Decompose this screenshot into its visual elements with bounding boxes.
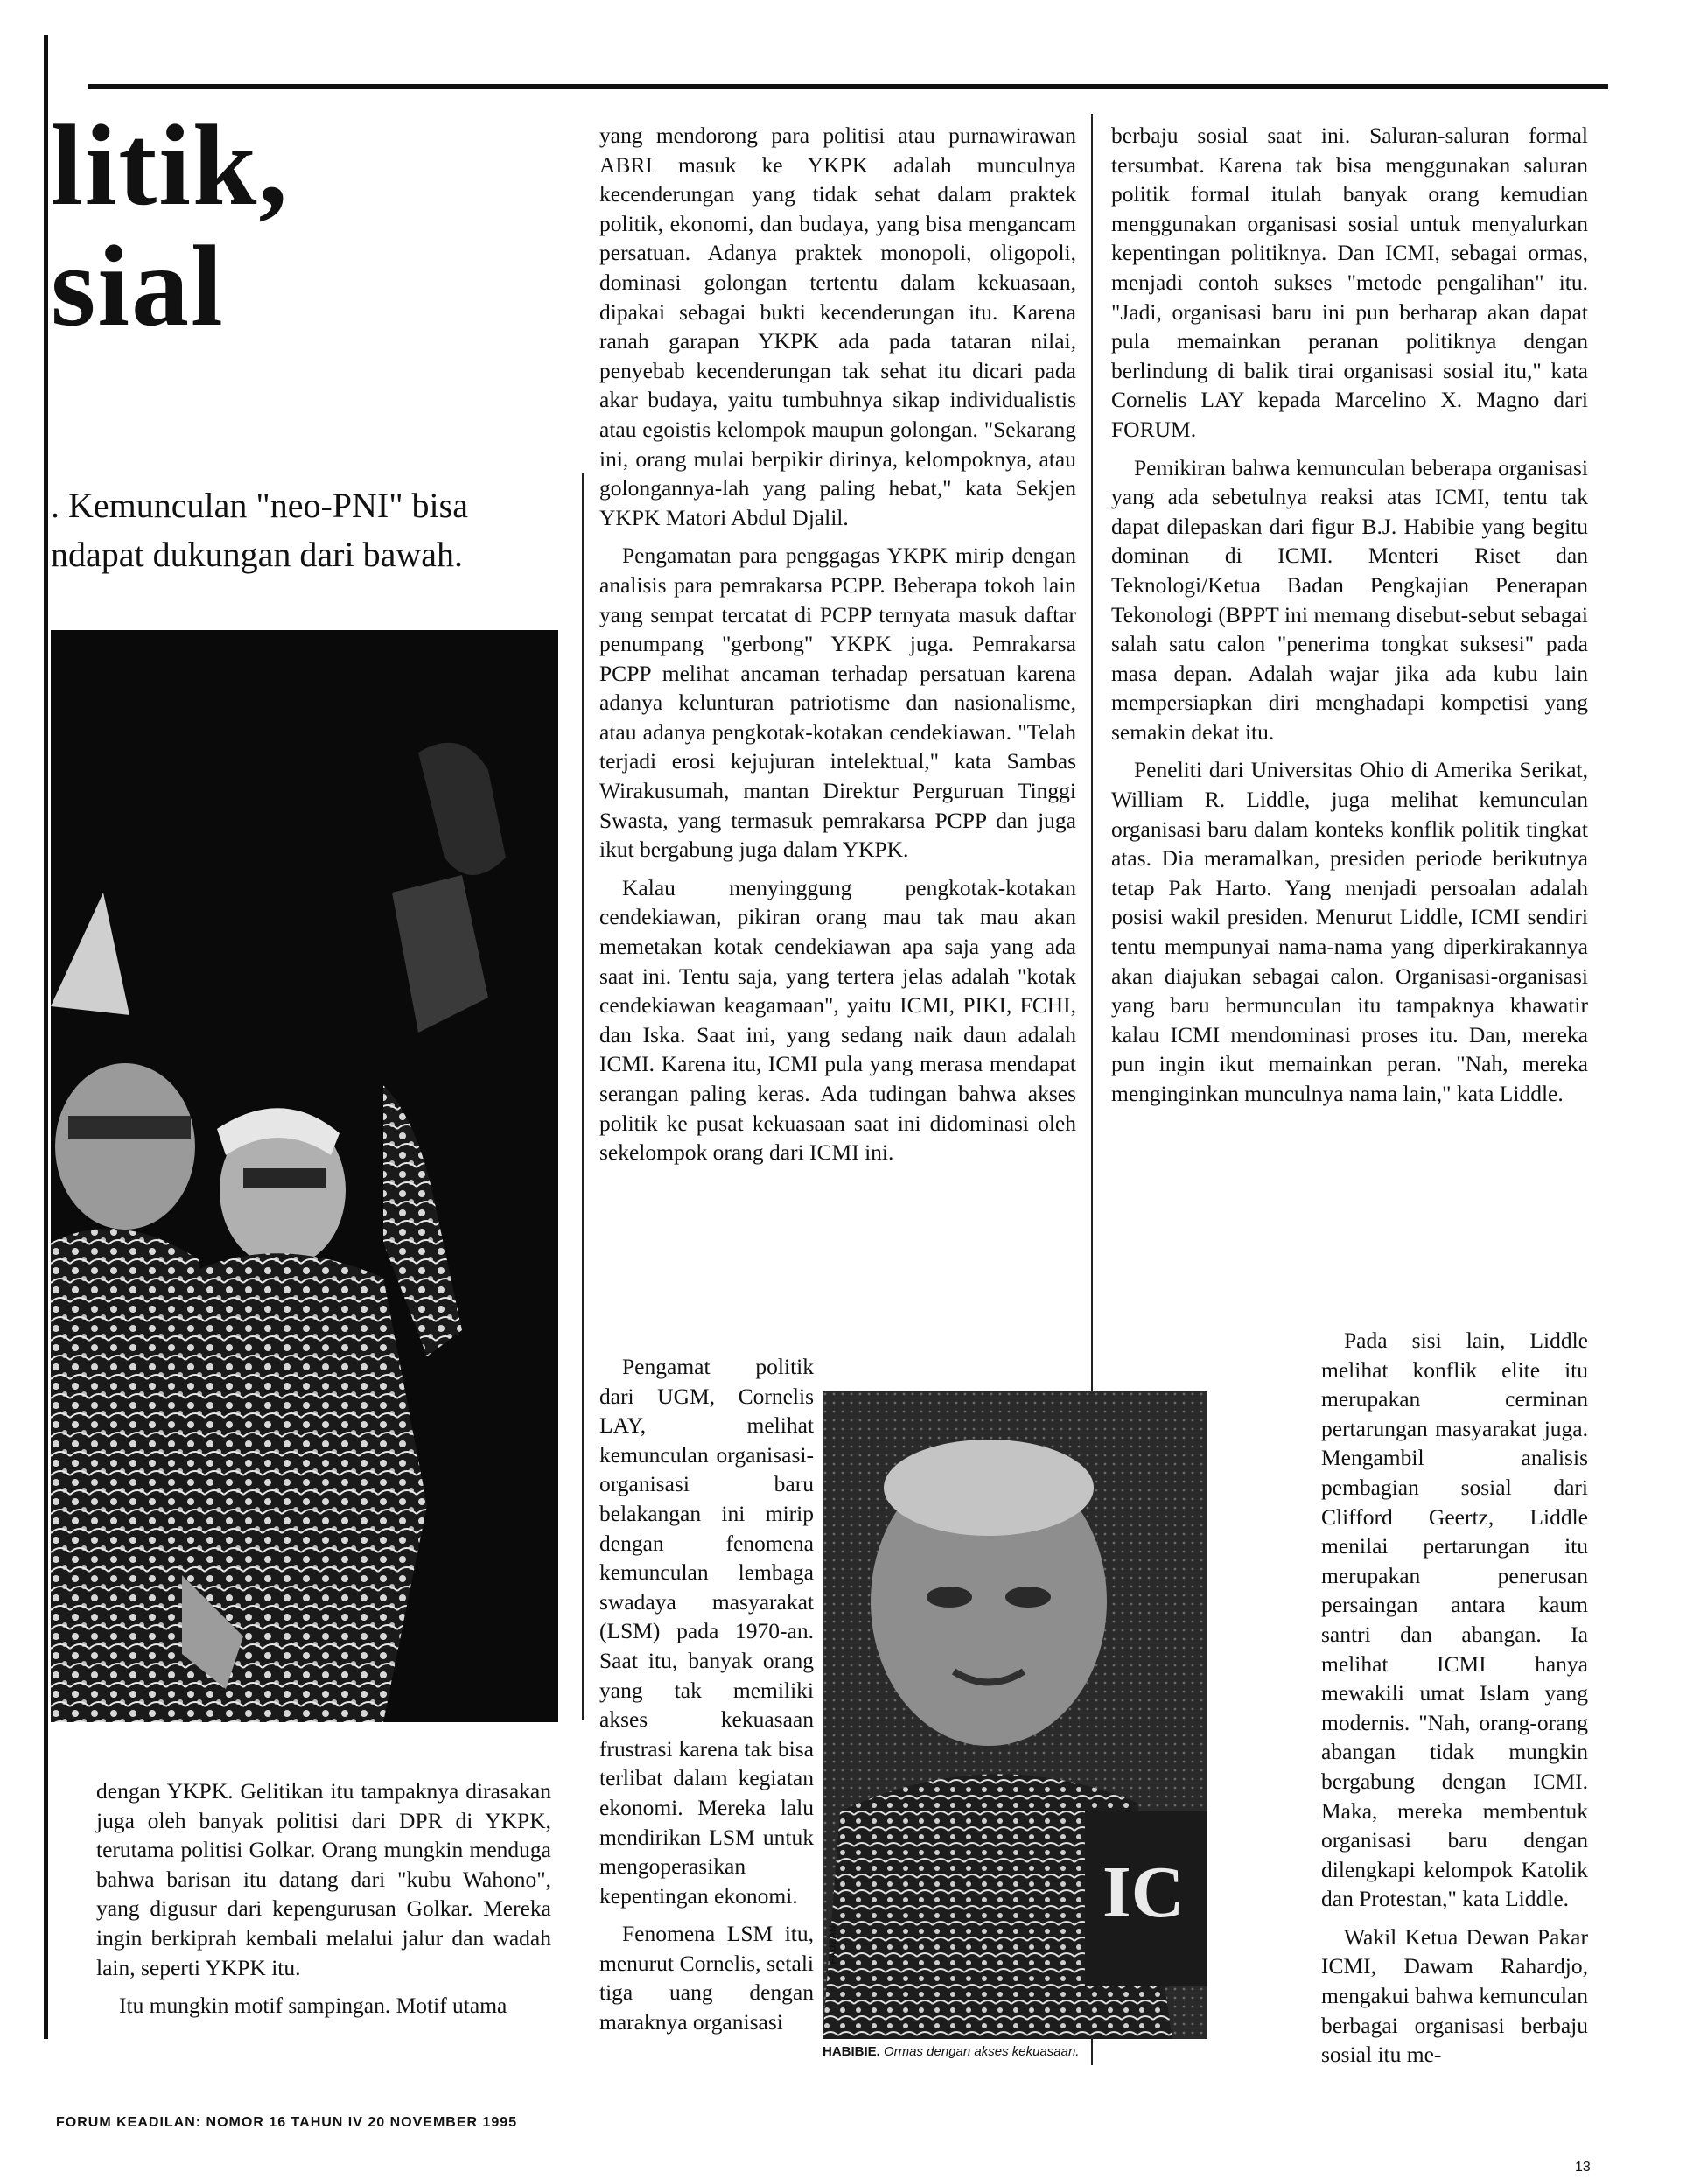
column-2 <box>599 121 1076 1176</box>
column-3 <box>1111 121 1588 1118</box>
photo-caption <box>822 2044 1260 2059</box>
deck <box>51 481 550 579</box>
ic-sign-text: IC <box>1102 1852 1185 1933</box>
column-2-paragraph-4: Pengamat politik dari UGM, Cornelis LAY, melihat kemunculan organisasi-organisasi baru belakangan ini mirip dengan fenomena kemunculan lembaga swadaya masyarakat (LSM) pada 1970-an. Saat itu, banyak orang yang tak memiliki akses kekuasaan frustrasi karena tak bisa terlibat dalam kegiatan ekonomi. Mereka lalu mendirikan LSM untuk mengoperasikan kepentingan ekonomi. <box>599 1354 814 1909</box>
photo-habibie <box>822 1391 1208 2039</box>
photo-officials-image <box>51 630 558 1722</box>
column-rule-1 <box>582 473 584 1720</box>
photo-habibie-image <box>822 1391 1208 2039</box>
caption-label: HABIBIE. <box>822 2044 880 2059</box>
column-3-paragraph-5: Wakil Ketua Dewan Pakar ICMI, Dawam Rahardjo, mengakui bahwa kemunculan berbagai organisasi berbaju sosial itu me- <box>1321 1923 1588 2068</box>
column-3-paragraph-3: Peneliti dari Universitas Ohio di Amerika Serikat, William R. Liddle, juga melihat kemunculan organisasi baru dalam konteks konflik politik tingkat atas. Dia meramalkan, presiden periode berikutnya tetap Pak Harto. Yang menjadi persoalan adalah posisi wakil presiden. Menurut Liddle, ICMI sendiri tentu mempunyai nama-nama yang diperkirakannya akan diajukan sebagai calon. Organisasi-organisasi yang baru bermunculan itu tampaknya khawatir kalau ICMI mendominasi proses itu. Dan, mereka pun ingin ikut memainkan peran. "Nah, mereka menginginkan munculnya nama lain," kata Liddle. <box>1111 757 1588 1106</box>
left-margin-rule <box>44 35 48 2039</box>
deck-line-2: ndapat dukungan dari bawah. <box>51 535 463 574</box>
column-2-paragraph-5: Fenomena LSM itu, menurut Cornelis, setali tiga uang dengan maraknya organisasi <box>599 1921 814 2035</box>
column-2-paragraph-1: yang mendorong para politisi atau purnawirawan ABRI masuk ke YKPK adalah munculnya kecenderungan yang tidak sehat dalam praktek politik, ekonomi, dan budaya, yang bisa mengancam persatuan. Adanya praktek monopoli, oligopoli, dominasi golongan tertentu dalam kekuasaan, dipakai sebagai bukti kecenderungan itu. Karena ranah garapan YKPK ada pada tataran nilai, penyebab kecenderungan tak sehat itu dicari pada akar budaya, yaitu tumbuhnya sikap individualistis atau egoistis kelompok maupun golongan. "Sekarang ini, orang mulai berpikir dirinya, kelompoknya, atau golongannya-lah yang paling hebat," kata Sekjen YKPK Matori Abdul Djalil. <box>599 123 1076 530</box>
column-1 <box>96 1776 551 2029</box>
top-rule <box>88 84 1608 89</box>
column-1-paragraph-2: Itu mungkin motif sampingan. Motif utama <box>119 1993 508 2019</box>
column-1-paragraph-1: dengan YKPK. Gelitikan itu tampaknya dirasakan juga oleh banyak politisi dari DPR di YKPK, terutama politisi Golkar. Orang mungkin menduga bahwa barisan itu datang dari "kubu Wahono", yang digusur dari kepengurusan Golkar. Mereka ingin berkiprah kembali melalui jalur dan wadah lain, seperti YKPK itu. <box>96 1778 551 1980</box>
page-number: 13 <box>1575 2160 1591 2175</box>
column-3-paragraph-2: Pemikiran bahwa kemunculan beberapa organisasi yang ada sebetulnya reaksi atas ICMI, tentu tak dapat dilepaskan dari figur B.J. Habibie yang begitu dominan di ICMI. Menteri Riset dan Teknologi/Ketua Badan Pengkajian Penerapan Tekonologi (BPPT ini memang disebut-sebut sebagai salah satu calon "penerima tongkat suksesi" pada masa depan. Adalah wajar jika ada kubu lain mempersiapkan diri menghadapi kompetisi yang semakin dekat itu. <box>1111 454 1588 745</box>
caption-text: Ormas dengan akses kekuasaan. <box>884 2044 1080 2059</box>
page-footer: FORUM KEADILAN: NOMOR 16 TAHUN IV 20 NOVEMBER 1995 <box>56 2115 518 2130</box>
column-2-paragraph-2: Pengamatan para penggagas YKPK mirip dengan analisis para pemrakarsa PCPP. Beberapa tokoh lain yang sempat tercatat di PCPP ternyata masuk daftar penumpang "gerbong" YKPK juga. Pemrakarsa PCPP melihat ancaman terhadap persatuan karena adanya kelunturan patriotisme dan nasionalisme, atau adanya pengkotak-kotakan cendekiawan. "Telah terjadi erosi kejujuran intelektual," kata Sambas Wirakusumah, mantan Direktur Perguruan Tinggi Swasta, yang termasuk pemrakarsa PCPP dan juga ikut bergabung juga dalam YKPK. <box>599 543 1076 863</box>
column-3-narrow <box>1321 1326 1588 2078</box>
column-3-paragraph-4: Pada sisi lain, Liddle melihat konflik elite itu merupakan cerminan pertarungan masyarakat juga. Mengambil analisis pembagian sosial dari Clifford Geertz, Liddle menilai pertarungan itu merupakan penerusan persaingan antara kaum santri dan abangan. Ia melihat ICMI hanya mewakili umat Islam yang modernis. "Nah, orang-orang abangan tidak mungkin bergabung dengan ICMI. Maka, mereka membentuk organisasi baru dengan dilengkapi kelompok Katolik dan Protestan," kata Liddle. <box>1321 1328 1588 1912</box>
headline <box>51 101 541 350</box>
column-2-paragraph-3: Kalau menyinggung pengkotak-kotakan cendekiawan, pikiran orang mau tak mau akan memetakan kotak cendekiawan apa saja yang ada saat ini. Tentu saja, yang tertera jelas adalah "kotak cendekiawan keagamaan", yaitu ICMI, PIKI, FCHI, dan Iska. Saat ini, yang sedang naik daun adalah ICMI. Karena itu, ICMI pula yang merasa mendapat serangan paling keras. Ada tudingan bahwa akses politik ke pusat kekuasaan saat ini didominasi oleh sekelompok orang dari ICMI ini. <box>599 874 1076 1166</box>
headline-line-1: litik, <box>51 101 290 229</box>
column-2-narrow <box>599 1352 814 2046</box>
headline-line-2: sial <box>51 221 225 350</box>
deck-line-1: . Kemunculan "neo-PNI" bisa <box>51 486 468 525</box>
photo-officials <box>51 630 558 1722</box>
column-3-paragraph-1: berbaju sosial saat ini. Saluran-saluran formal tersumbat. Karena tak bisa menggunakan saluran politik formal itulah banyak orang kemudian menggunakan organisasi sosial untuk menyalurkan kepentingan politiknya. Dan ICMI, sebagai ormas, menjadi contoh sukses "metode pengalihan" itu. "Jadi, organisasi baru ini pun berharap akan dapat pula memainkan peranan politiknya dengan berlindung di balik tirai organisasi sosial itu," kata Cornelis LAY kepada Marcelino X. Magno dari FORUM. <box>1111 123 1588 442</box>
photo-credit: FAUZAN <box>828 1925 838 1965</box>
